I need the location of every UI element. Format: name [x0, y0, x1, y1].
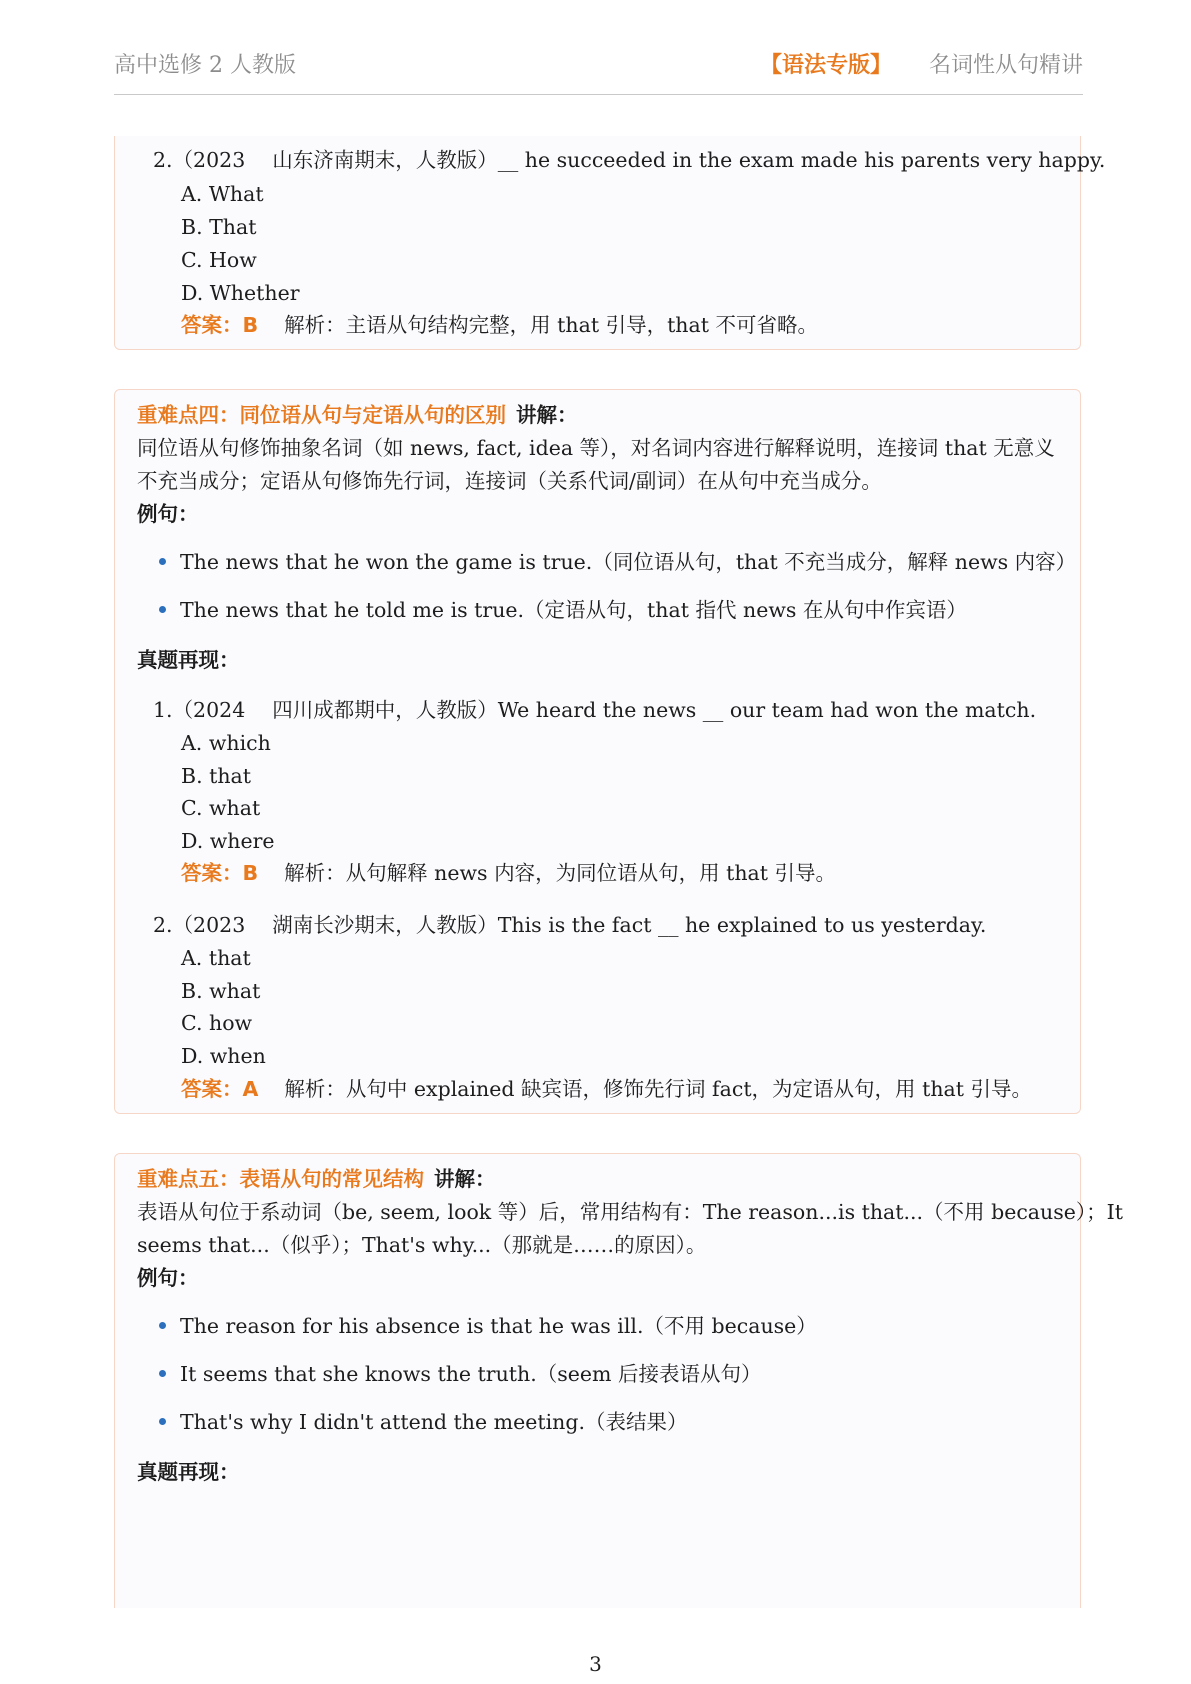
option-b: B. what [181, 979, 261, 1003]
question-line [153, 911, 986, 939]
point5-box [114, 1153, 1123, 1608]
option-c: C. what [181, 796, 261, 820]
option-c: C. how [181, 1011, 253, 1035]
option-d: D. where [181, 829, 275, 853]
question-number: 1. [153, 698, 173, 722]
question-stem: This is the fact __ he explained to us yesterday. [497, 913, 987, 937]
point5-example-2: It seems that she knows the truth.（seem 后接表语从句） [159, 1360, 761, 1388]
answer-analysis: 解析：从句中 explained 缺宾语，修饰先行词 fact，为定语从句，用 that 引导。 [284, 1077, 1032, 1101]
point4-heading [137, 401, 578, 429]
question-box-continued [114, 136, 1106, 350]
point5-title: 重难点五：表语从句的常见结构 [137, 1167, 424, 1191]
answer-analysis: 解析：主语从句结构完整，用 that 引导，that 不可省略。 [284, 313, 818, 337]
header-title: 名词性从句精讲 [928, 53, 1083, 78]
question-source: （2024 四川成都期中，人教版） [172, 698, 498, 722]
question-stem: __ he succeeded in the exam made his parents very happy. [497, 148, 1106, 172]
option-a: A. that [181, 946, 251, 970]
answer-label: 答案：A [181, 1077, 259, 1101]
question-line [153, 146, 1105, 174]
question-source: （2023 山东济南期末，人教版） [172, 148, 498, 172]
question-number: 2. [153, 913, 173, 937]
point5-example-3: That's why I didn't attend the meeting.（表结果） [159, 1408, 687, 1436]
option-b: B. that [181, 764, 251, 788]
point5-heading [137, 1165, 496, 1193]
point5-paragraph-line1: 表语从句位于系动词（be, seem, look 等）后，常用结构有：The reason...is that...（不用 because）；It [137, 1200, 1123, 1224]
bullet-dot [159, 558, 166, 565]
header-course: 高中选修 2 人教版 [114, 53, 296, 78]
answer-label: 答案：B [181, 313, 259, 337]
question-number: 2. [153, 148, 173, 172]
option-a: A. What [181, 182, 264, 206]
answer-line [181, 859, 836, 887]
point4-title: 重难点四：同位语从句与定语从句的区别 [137, 403, 506, 427]
answer-label: 答案：B [181, 861, 259, 885]
question-stem: We heard the news __ our team had won the match. [497, 698, 1037, 722]
header-right [760, 48, 1083, 79]
question-source: （2023 湖南长沙期末，人教版） [172, 913, 498, 937]
answer-analysis: 解析：从句解释 news 内容，为同位语从句，用 that 引导。 [284, 861, 837, 885]
option-c: C. How [181, 248, 257, 272]
point4-explain-label: 讲解： [516, 403, 578, 427]
point4-example-2: The news that he told me is true.（定语从句，that 指代 news 在从句中作宾语） [159, 596, 967, 624]
point5-example-1: The reason for his absence is that he was ill.（不用 because） [159, 1312, 817, 1340]
question-line [153, 696, 1036, 724]
answer-line [181, 1075, 1032, 1103]
point4-examples-label: 例句： [137, 502, 199, 526]
point4-paragraph-line2: 不充当成分；定语从句修饰先行词，连接词（关系代词/副词）在从句中充当成分。 [137, 469, 882, 493]
point4-exam-label: 真题再现： [137, 648, 240, 672]
bullet-dot [159, 1418, 166, 1425]
page-header [114, 44, 1083, 95]
option-d: D. when [181, 1044, 266, 1068]
point5-explain-label: 讲解： [434, 1167, 496, 1191]
point5-paragraph-line2: seems that...（似乎）；That's why...（那就是……的原因）。 [137, 1233, 707, 1257]
header-tag: 【语法专版】 [759, 53, 892, 78]
point4-box [114, 389, 1081, 1114]
point5-examples-label: 例句： [137, 1266, 199, 1290]
option-a: A. which [181, 731, 271, 755]
bullet-dot [159, 606, 166, 613]
option-b: B. That [181, 215, 257, 239]
bullet-dot [159, 1370, 166, 1377]
page-number: 3 [589, 1652, 602, 1676]
option-d: D. Whether [181, 281, 300, 305]
point5-exam-label: 真题再现： [137, 1460, 240, 1484]
answer-line [181, 311, 818, 339]
point4-example-1: The news that he won the game is true.（同位语从句，that 不充当成分，解释 news 内容） [159, 548, 1076, 576]
point4-paragraph-line1: 同位语从句修饰抽象名词（如 news, fact, idea 等），对名词内容进行解释说明，连接词 that 无意义 [137, 436, 1055, 460]
bullet-dot [159, 1322, 166, 1329]
